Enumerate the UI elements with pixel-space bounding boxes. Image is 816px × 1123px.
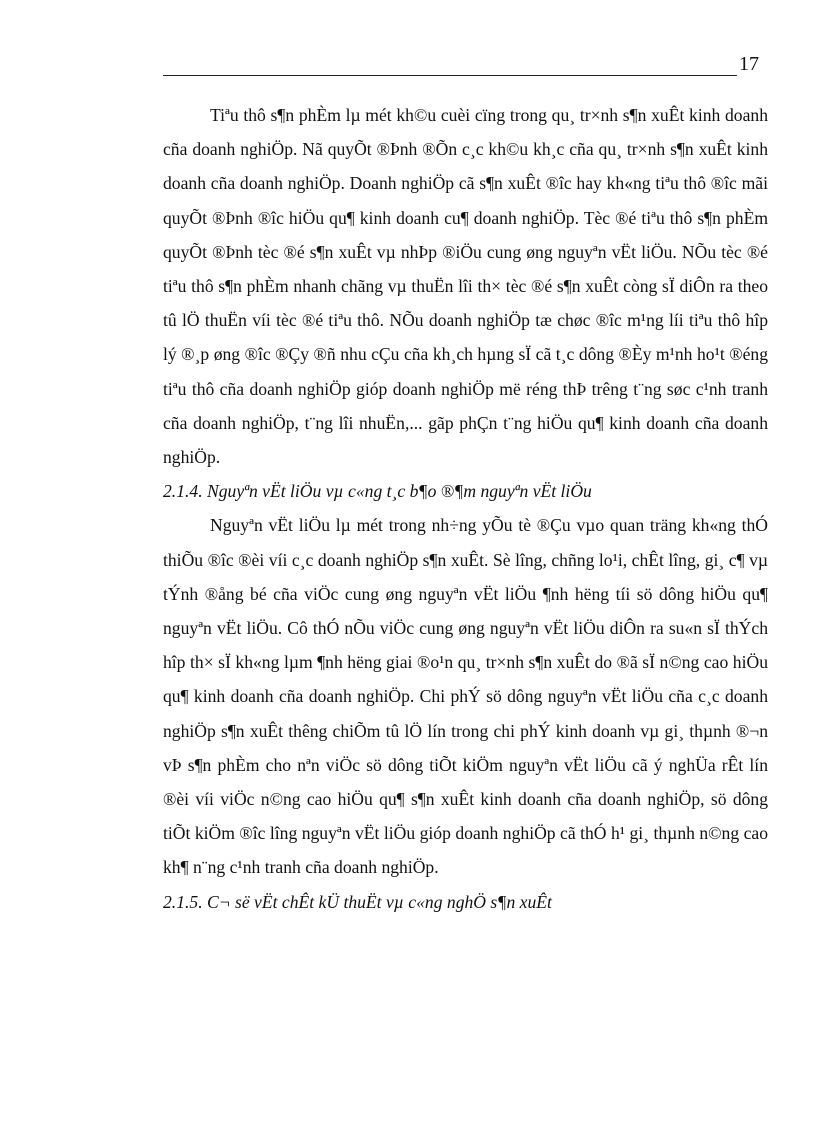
- paragraph-sales: Tiªu thô s¶n phÈm lµ mét kh©u cuèi cïng trong qu¸ tr×nh s¶n xuÊt kinh doanh cña doanh nghiÖp. Nã quyÕt ®Þnh ®Õn c¸c kh©u kh¸c cña qu¸ tr×nh s¶n xuÊt kinh doanh cña doanh nghiÖp. Doanh nghiÖp cã s¶n xuÊt ®îc hay kh«ng tiªu thô ®îc mãi quyÕt ®Þnh ®îc hiÖu qu¶ kinh doanh cu¶ doanh nghiÖp. Tèc ®é tiªu thô s¶n phÈm quyÕt ®Þnh tèc ®é s¶n xuÊt vµ nhÞp ®iÖu cung øng nguyªn vËt liÖu. NÕu tèc ®é tiªu thô s¶n phÈm nhanh chãng vµ thuËn lîi th× tèc ®é s¶n xuÊt còng sÏ diÔn ra theo tû lÖ thuËn víi tèc ®é tiªu thô. NÕu doanh nghiÖp tæ chøc ®îc m¹ng líi tiªu thô hîp lý ®¸p øng ®îc ®Çy ®ñ nhu cÇu cña kh¸ch hµng sÏ cã t¸c dông ®Èy m¹nh ho¹t ®éng tiªu thô cña doanh nghiÖp gióp doanh nghiÖp më réng thÞ trêng t¨ng søc c¹nh tranh cña doanh nghiÖp, t¨ng lîi nhuËn,... gãp phÇn t¨ng hiÖu qu¶ kinh doanh cña doanh nghiÖp.: [163, 105, 768, 468]
- section-heading-2-1-5: 2.1.5. C¬ së vËt chÊt kÜ thuËt vµ c«ng nghÖ s¶n xuÊt: [163, 891, 552, 912]
- section-heading-2-1-4: 2.1.4. Nguyªn vËt liÖu vµ c«ng t¸c b¶o ®¶m nguyªn vËt liÖu: [163, 481, 592, 502]
- paragraph-materials: Nguyªn vËt liÖu lµ mét trong nh÷ng yÕu tè ®Çu vµo quan träng kh«ng thÓ thiÕu ®îc ®èi víi c¸c doanh nghiÖp s¶n xuÊt. Sè lîng, chñng lo¹i, chÊt lîng, gi¸ c¶ vµ tÝnh ®ång bé cña viÖc cung øng nguyªn vËt liÖu ¶nh hëng tíi sö dông hiÖu qu¶ nguyªn vËt liÖu. Cô thÓ nÕu viÖc cung øng nguyªn vËt liÖu diÔn ra su«n sÏ thÝch hîp th× sÏ kh«ng lµm ¶nh hëng giai ®o¹n qu¸ tr×nh s¶n xuÊt do ®ã sÏ n©ng cao hiÖu qu¶ kinh doanh cña doanh nghiÖp. Chi phÝ sö dông nguyªn vËt liÖu cña c¸c doanh nghiÖp s¶n xuÊt thêng chiÕm tû lÖ lín trong chi phÝ kinh doanh vµ gi¸ thµnh ®¬n vÞ s¶n phÈm cho nªn viÖc sö dông tiÕt kiÖm nguyªn vËt liÖu cã ý nghÜa rÊt lín ®èi víi viÖc n©ng cao hiÖu qu¶ s¶n xuÊt kinh doanh cña doanh nghiÖp, sö dông tiÕt kiÖm ®îc lîng nguyªn vËt liÖu gióp doanh nghiÖp cã thÓ h¹ gi¸ thµnh n©ng cao kh¶ n¨ng c¹nh tranh cña doanh nghiÖp.: [163, 515, 768, 878]
- page-number: 17: [739, 53, 759, 75]
- page-header: [163, 52, 763, 78]
- header-rule: [163, 75, 737, 76]
- document-body: [163, 98, 768, 919]
